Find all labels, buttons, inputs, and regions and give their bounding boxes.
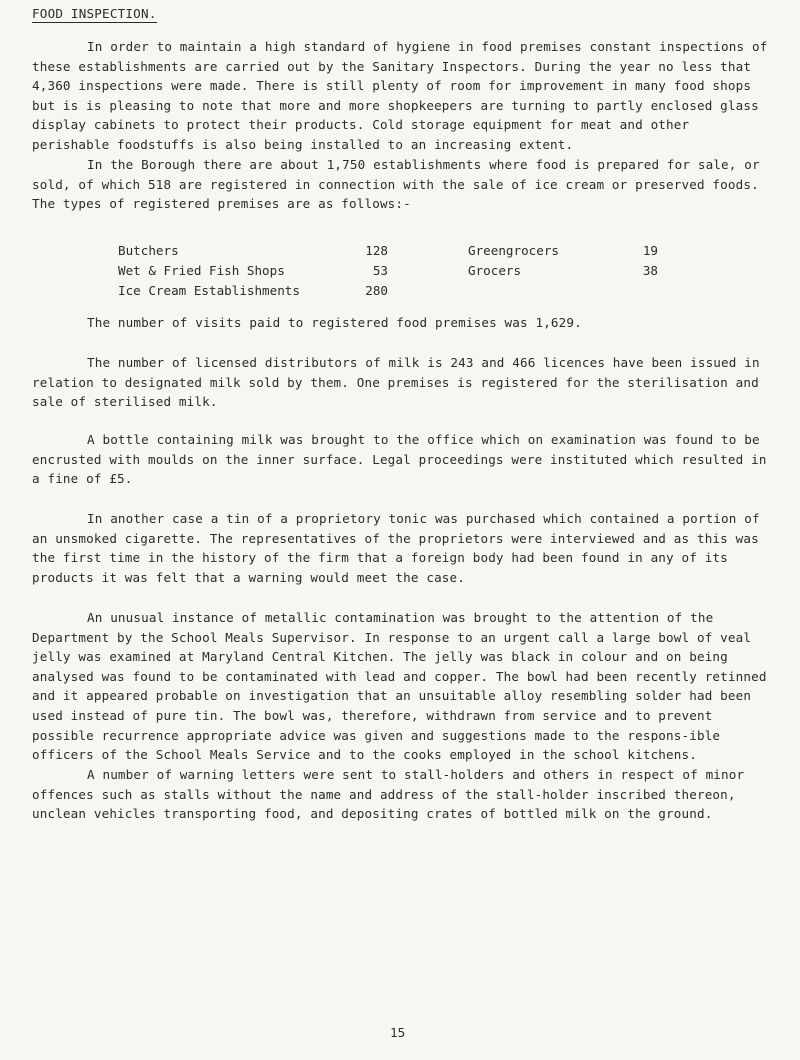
premises-count: 53 <box>372 263 388 278</box>
table-row <box>118 281 658 301</box>
section-heading: FOOD INSPECTION. <box>32 6 157 21</box>
premises-count: 128 <box>365 243 388 258</box>
paragraph-warning-letters: A number of warning letters were sent to stall-holders and others in respect of minor offences such as stalls without the name and address of the stall-holder inscribed thereon, unclean vehicles transporting food, and depositing crates of bottled milk on the ground. <box>32 767 745 822</box>
premises-type: Ice Cream Establishments <box>118 283 300 298</box>
registered-premises-table <box>118 241 658 301</box>
table-row <box>118 241 658 261</box>
premises-type: Wet & Fried Fish Shops <box>118 263 285 278</box>
premises-type: Grocers <box>468 263 522 278</box>
table-row <box>118 261 658 281</box>
paragraph-milk-bottle: A bottle containing milk was brought to the office which on examination was found to be encrusted with moulds on the inner surface. Legal proceedings were instituted which resulted in a fine of £5. <box>32 432 767 487</box>
paragraph-inspections: In order to maintain a high standard of hygiene in food premises constant inspections of these establishments are carried out by the Sanitary Inspectors. During the year no less that 4,360 inspections were made. There is still plenty of room for improvement in many food shops but is is pleasing to note that more and more shopkeepers are turning to partly enclosed glass display cabinets to protect their products. Cold storage equipment for meat and other perishable foodstuffs is also being installed to an increasing extent. <box>32 39 768 152</box>
premises-count: 280 <box>365 283 388 298</box>
paragraph-tonic-tin: In another case a tin of a proprietory tonic was purchased which contained a portion of an unsmoked cigarette. The representatives of the proprietors were interviewed and as this was the first time in the history of the firm that a foreign body had been found in any of its products it was felt that a warning would meet the case. <box>32 511 760 585</box>
paragraph-milk-licences: The number of licensed distributors of milk is 243 and 466 licences have been issued in relation to designated milk sold by them. One premises is registered for the sterilisation and sale of sterilised milk. <box>32 355 760 410</box>
premises-type <box>468 281 618 301</box>
paragraph-visits: The number of visits paid to registered food premises was 1,629. <box>87 315 582 330</box>
premises-type: Greengrocers <box>468 243 559 258</box>
page-number: 15 <box>390 1025 406 1040</box>
premises-count: 38 <box>642 263 658 278</box>
premises-type: Butchers <box>118 243 179 258</box>
paragraph-metallic-contamination: An unusual instance of metallic contamination was brought to the attention of the Department by the School Meals Supervisor. In response to an urgent call a large bowl of veal jelly was examined at Maryland Central Kitchen. The jelly was black in colour and on being analysed was found to be contaminated with lead and copper. The bowl had been recently retinned and it appeared probable on investigation that an unsuitable alloy resembling solder had been used instead of pure tin. The bowl was, therefore, withdrawn from service and to prevent possible recurrence appropriate advice was given and suggestions made to the respons-ible officers of the School Meals Service and to the cooks employed in the school kitchens. <box>32 610 767 763</box>
premises-count: 19 <box>642 243 658 258</box>
paragraph-establishments: In the Borough there are about 1,750 establishments where food is prepared for sale, or sold, of which 518 are registered in connection with the sale of ice cream or preserved foods. The types of registered premises are as follows:- <box>32 157 760 212</box>
premises-count <box>618 281 658 301</box>
